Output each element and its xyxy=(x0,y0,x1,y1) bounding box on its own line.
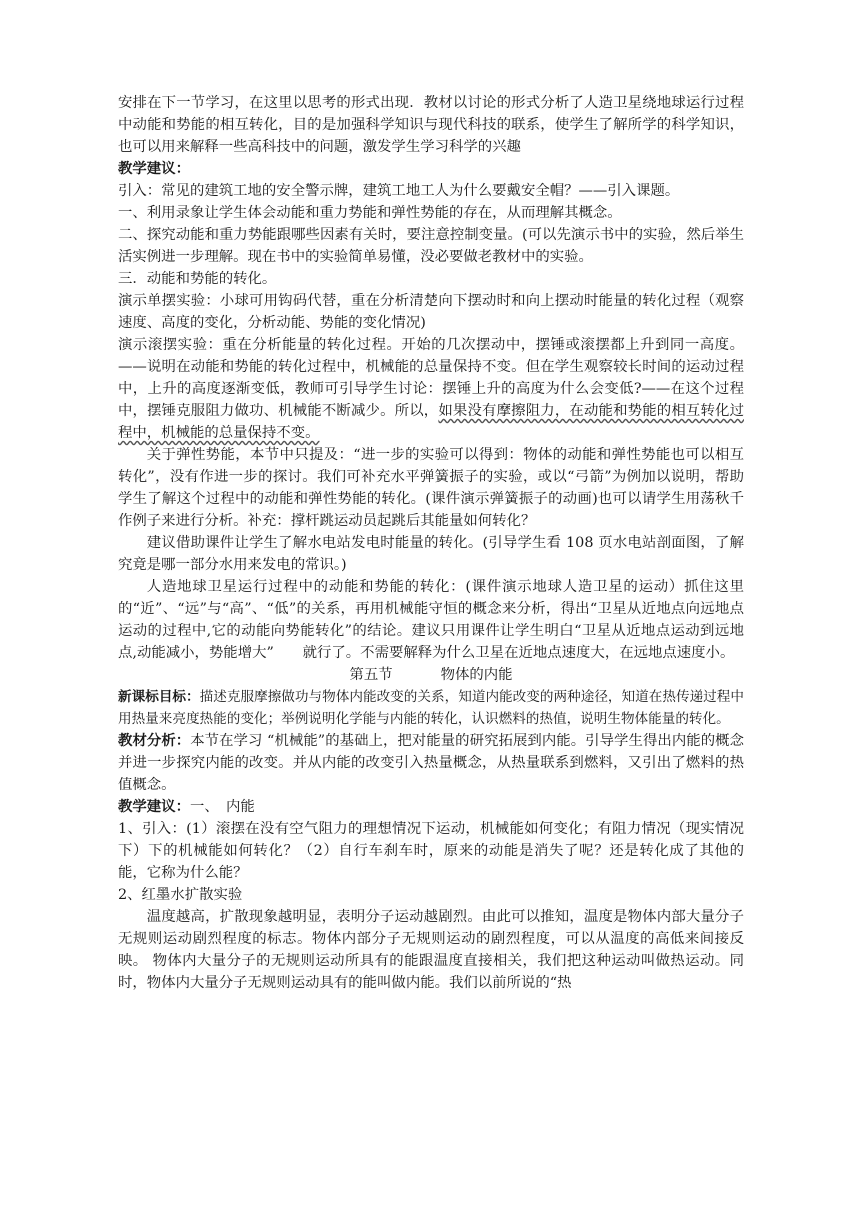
teaching-2-text: 一、 内能 xyxy=(189,799,255,815)
paragraph-rolling-pendulum xyxy=(118,334,744,444)
paragraph-hydro: 建议借助课件让学生了解水电站发电时能量的转化。(引导学生看 108 页水电站剖面图，了解究竟是哪一部分水用来发电的常识。) xyxy=(118,535,744,573)
analysis-text: 本节在学习 “机械能”的基础上，把对能量的研究拓展到内能。引导学生得出内能的概念并进一步探究内能的改变。并从内能的改变引入热量概念，从热量联系到燃料，又引出了燃料的热值概念。 xyxy=(118,733,744,793)
section-number: 第五节 xyxy=(349,667,393,683)
paragraph-teaching-2 xyxy=(118,796,744,818)
paragraph-satellite: 人造地球卫星运行过程中的动能和势能的转化：(课件演示地球人造卫星的运动）抓住这里的“近”、“远”与“高”、“低”的关系，再用机械能守恒的概念来分析，得出“卫星从近地点向远地点运动的过程中,它的动能向势能转化”的结论。建议只用课件让学生明白“卫星从近地点运动到远地点,动能减小，势能增大” 就行了。不需要解释为什么卫星在近地点速度大，在远地点速度小。 xyxy=(118,579,744,661)
goals-text: 描述克服摩擦做功与物体内能改变的关系，知道内能改变的两种途径，知道在热传递过程中用热量来亮度热能的变化；举例说明化学能与内能的转化，认识燃料的热值，说明生物体能量的转化。 xyxy=(118,689,744,727)
paragraph-temperature: 温度越高，扩散现象越明显，表明分子运动越剧烈。由此可以推知，温度是物体内部大量分子无规则运动剧烈程度的标志。物体内部分子无规则运动的剧烈程度，可以从温度的高低来间接反映。 物体内大量分子的无规则运动所具有的能跟温度直接相关，我们把这种运动叫做热运动。同时，物体内大量分子无规则运动具有的能叫做内能。我们以前所说的“热 xyxy=(118,909,744,991)
paragraph-introduction: 引入：常见的建筑工地的安全警示牌，建筑工地工人为什么要戴安全帽？——引入课题。 xyxy=(118,183,680,199)
section-title xyxy=(118,664,744,686)
rolling-text: 演示滚摆实验：重在分析能量的转化过程。开始的几次摆动中，摆锤或滚摆都上升到同一高度。——说明在动能和势能的转化过程中，机械能的总量保持不变。但在学生观察较长时间的运动过程中，上升的高度逐渐变低，教师可引导学生讨论：摆锤上升的高度为什么会变低?——在这个过程中，摆锤克服阻力做功、机械能不断减少。所以， xyxy=(118,337,744,419)
list-item-2: 二、探究动能和重力势能跟哪些因素有关时，要注意控制变量。(可以先演示书中的实验，然后举生活实例进一步理解。现在书中的实验简单易懂，没必要做老教材中的实验。 xyxy=(118,227,744,265)
analysis-label: 教材分析： xyxy=(118,732,191,749)
paragraph-question-1: 1、引入：(1）滚摆在没有空气阻力的理想情况下运动，机械能如何变化；有阻力情况（现实情况下）下的机械能如何转化？（2）自行车刹车时，原来的动能是消失了呢？还是转化成了其他的能，它称为什么能？ xyxy=(118,821,744,881)
section-name: 物体的内能 xyxy=(440,667,513,683)
document-page xyxy=(118,92,744,994)
paragraph-question-2: 2、红墨水扩散实验 xyxy=(118,887,243,903)
rolling-underlined-text: 如果没有摩擦阻力，在动能和势能的相互转化过程中，机械能的总量保持不变。 xyxy=(118,403,744,441)
list-item-3: 三．动能和势能的转化。 xyxy=(118,271,277,287)
paragraph-elastic: 关于弹性势能，本节中只提及：“进一步的实验可以得到：物体的动能和弹性势能也可以相互转化”，没有作进一步的探讨。我们可补充水平弹簧振子的实验，或以“弓箭”为例加以说明，帮助学生了解这个过程中的动能和弹性势能的转化。(课件演示弹簧振子的动画)也可以请学生用荡秋千作例子来进行分析。补充：撑杆跳运动员起跳后其能量如何转化？ xyxy=(118,447,744,529)
heading-teaching-suggestions: 教学建议： xyxy=(118,160,190,177)
goals-label: 新课标目标： xyxy=(118,689,200,705)
paragraph-goals xyxy=(118,686,744,730)
teaching-2-label: 教学建议： xyxy=(118,798,190,815)
paragraph-intro-text: 安排在下一节学习，在这里以思考的形式出现．教材以讨论的形式分析了人造卫星绕地球运行过程中动能和势能的相互转化，目的是加强科学知识与现代科技的联系，使学生了解所学的科学知识，也可以用来解释一些高科技中的问题，激发学生学习科学的兴趣 xyxy=(118,95,744,155)
paragraph-analysis xyxy=(118,730,744,796)
list-item-1: 一、利用录象让学生体会动能和重力势能和弹性势能的存在，从而理解其概念。 xyxy=(118,205,622,221)
paragraph-pendulum: 演示单摆实验：小球可用钩码代替，重在分析清楚向下摆动时和向上摆动时能量的转化过程（观察速度、高度的变化，分析动能、势能的变化情况) xyxy=(118,293,744,331)
